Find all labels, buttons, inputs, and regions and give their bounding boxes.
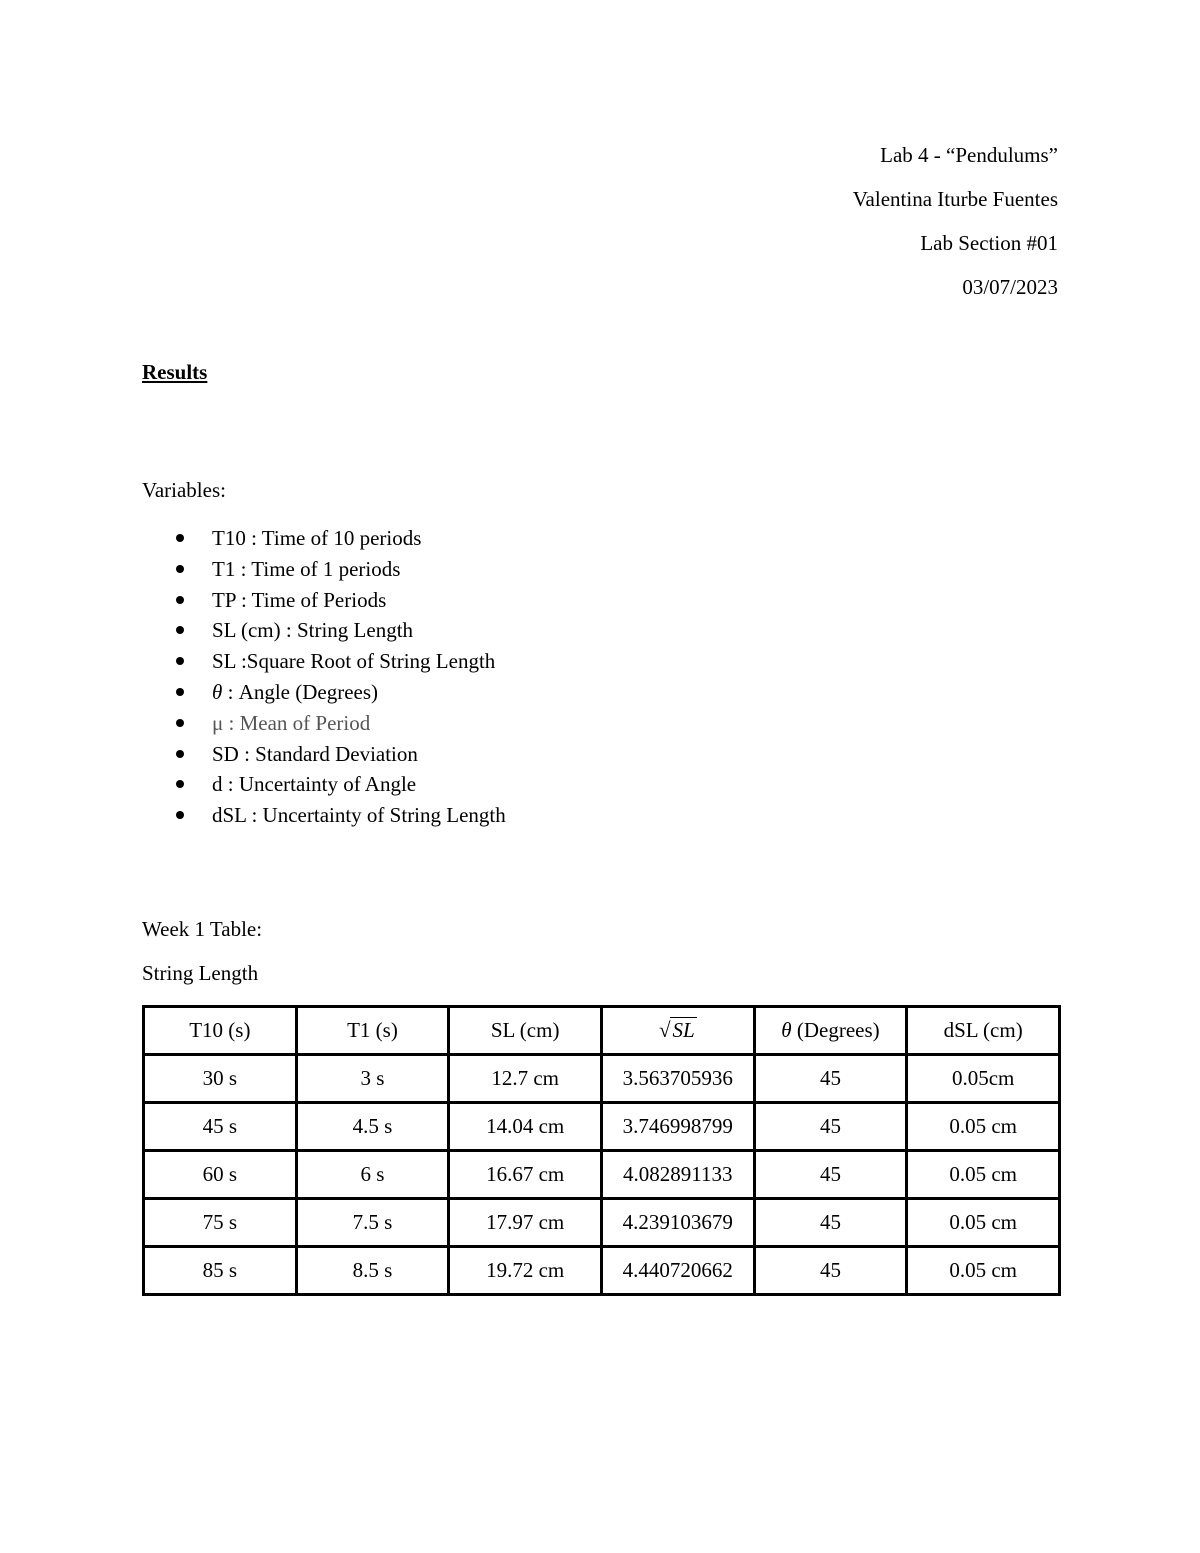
header-cell: θ (Degrees): [754, 1007, 907, 1055]
bullet-icon: [176, 657, 184, 665]
table-cell: 45: [754, 1103, 907, 1151]
list-item: μ : Mean of Period: [172, 709, 506, 740]
table-cell: 3 s: [296, 1055, 449, 1103]
week-label: Week 1 Table:: [142, 917, 263, 941]
table-cell: 3.746998799: [601, 1103, 754, 1151]
table-caption: String Length: [142, 961, 259, 985]
table-cell: 12.7 cm: [449, 1055, 602, 1103]
table-row: [144, 1103, 1060, 1151]
list-item: θ : Angle (Degrees): [172, 678, 506, 709]
document-date: 03/07/2023: [962, 275, 1058, 299]
table-row: [144, 1199, 1060, 1247]
bullet-icon: [176, 534, 184, 542]
author-name: Valentina Iturbe Fuentes: [852, 187, 1058, 211]
table-header-row: [144, 1007, 1060, 1055]
table-cell: 4.239103679: [601, 1199, 754, 1247]
table-cell: 14.04 cm: [449, 1103, 602, 1151]
table-cell: 45: [754, 1151, 907, 1199]
table-cell: 0.05 cm: [907, 1103, 1060, 1151]
bullet-icon: [176, 565, 184, 573]
results-heading: Results: [142, 360, 208, 384]
bullet-icon: [176, 750, 184, 758]
bullet-icon: [176, 688, 184, 696]
table-cell: 0.05cm: [907, 1055, 1060, 1103]
sqrt-icon: √: [658, 1018, 671, 1042]
list-item: T1 : Time of 1 periods: [172, 555, 506, 586]
document-header: [853, 140, 1058, 316]
data-table: [142, 1005, 1061, 1296]
table-cell: 30 s: [144, 1055, 297, 1103]
theta-symbol: θ: [781, 1018, 792, 1042]
sqrt-expression: √SL: [658, 1018, 695, 1042]
bullet-icon: [176, 780, 184, 788]
header-cell: SL (cm): [449, 1007, 602, 1055]
table-cell: 17.97 cm: [449, 1199, 602, 1247]
bullet-icon: [176, 596, 184, 604]
table-cell: 6 s: [296, 1151, 449, 1199]
variables-list: [172, 524, 506, 832]
table-row: [144, 1055, 1060, 1103]
variables-label: Variables:: [142, 478, 226, 502]
header-cell: T1 (s): [296, 1007, 449, 1055]
header-cell: [601, 1007, 754, 1055]
table-cell: 60 s: [144, 1151, 297, 1199]
table-cell: 45: [754, 1055, 907, 1103]
table-cell: 75 s: [144, 1199, 297, 1247]
theta-symbol: θ: [212, 679, 223, 704]
table-cell: 7.5 s: [296, 1199, 449, 1247]
table-cell: 3.563705936: [601, 1055, 754, 1103]
table-cell: 16.67 cm: [449, 1151, 602, 1199]
lab-section: Lab Section #01: [920, 231, 1058, 255]
table-row: [144, 1151, 1060, 1199]
list-item: SL (cm) : String Length: [172, 616, 506, 647]
table-row: [144, 1247, 1060, 1295]
table-cell: 0.05 cm: [907, 1151, 1060, 1199]
list-item: SD : Standard Deviation: [172, 740, 506, 771]
table-cell: 4.440720662: [601, 1247, 754, 1295]
list-item: TP : Time of Periods: [172, 586, 506, 617]
table-cell: 45: [754, 1247, 907, 1295]
list-item: SL :Square Root of String Length: [172, 647, 506, 678]
table-cell: 0.05 cm: [907, 1199, 1060, 1247]
table-cell: 8.5 s: [296, 1247, 449, 1295]
list-item: d : Uncertainty of Angle: [172, 770, 506, 801]
bullet-icon: [176, 719, 184, 727]
table-cell: 4.082891133: [601, 1151, 754, 1199]
bullet-icon: [176, 811, 184, 819]
header-cell: dSL (cm): [907, 1007, 1060, 1055]
table-cell: 45: [754, 1199, 907, 1247]
list-item: dSL : Uncertainty of String Length: [172, 801, 506, 832]
bullet-icon: [176, 626, 184, 634]
table-cell: 85 s: [144, 1247, 297, 1295]
table-cell: 45 s: [144, 1103, 297, 1151]
list-item: T10 : Time of 10 periods: [172, 524, 506, 555]
table-cell: 19.72 cm: [449, 1247, 602, 1295]
table-cell: 0.05 cm: [907, 1247, 1060, 1295]
header-cell: T10 (s): [144, 1007, 297, 1055]
lab-title: Lab 4 - “Pendulums”: [880, 143, 1058, 167]
table-cell: 4.5 s: [296, 1103, 449, 1151]
